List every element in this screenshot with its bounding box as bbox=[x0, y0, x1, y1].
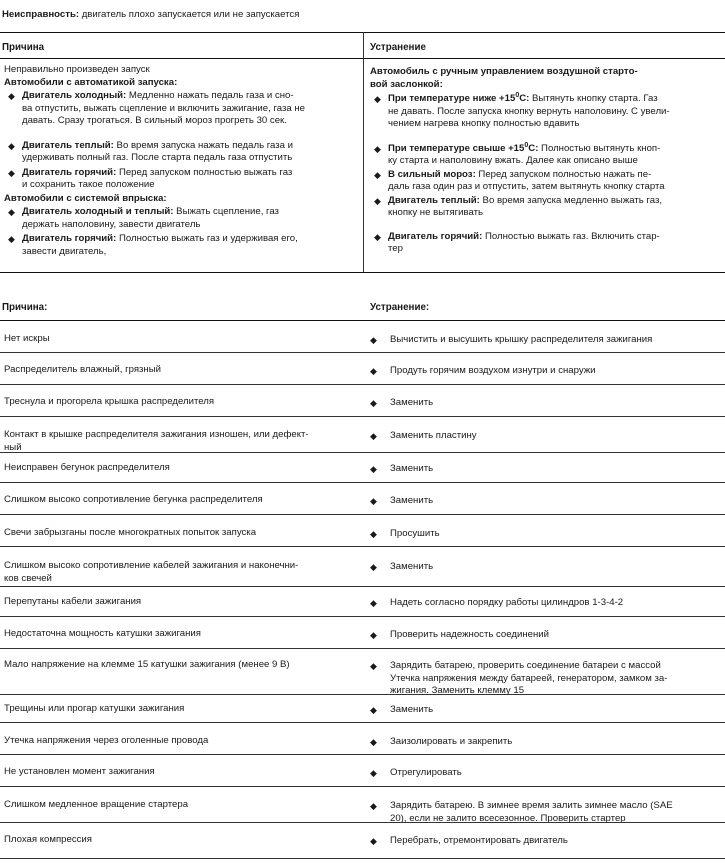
row-divider bbox=[0, 452, 725, 453]
table-row-cause bbox=[4, 735, 354, 748]
bullet-icon: ◆ bbox=[370, 661, 377, 671]
cause-text: Утечка напряжения через оголенные провода bbox=[4, 735, 209, 746]
fix-text: Заменить bbox=[390, 561, 434, 572]
bullet-icon: ◆ bbox=[370, 705, 377, 715]
fix-text: Заменить bbox=[390, 463, 434, 474]
bullet-icon: ◆ bbox=[370, 836, 377, 846]
table-row-fix bbox=[370, 495, 722, 508]
table-row-cause bbox=[4, 628, 354, 641]
table1-fix-cell: Автомобиль с ручным управлением воздушной стартo- вой заслонкой: ◆ При температуре ниже $+15^0С$: Вытянуть кнопку старта. Газ не давать. После запуска кнопку вернуть наполовину. С увели- чением нагрева кнопку полностью вдавить ◆ При температуре свыше $+15^0С$: Полностью вытянуть кноп- ку старта и наполовину вжать. Далее как описано выше ◆ В сильный мороз: Перед запуском полностью нажать пе- даль газа один раз и отпустить, затем вытянуть кнопку старта ◆ Двигатель теплый: Во время запуска медленно выжать газ, кнопку не вытягивать ◆ Двигатель горячий: Полностью выжать газ. Включить стар- тер bbox=[370, 66, 722, 256]
cause-text: Треснула и прогорела крышка распределителя bbox=[4, 396, 215, 407]
cause-text: Неисправен бегунок распределителя bbox=[4, 462, 170, 473]
fix-text: Зарядить батарею. В зимнее время залить зимнее масло (SAE bbox=[390, 800, 673, 811]
cause-item: ◆ Двигатель горячий: Перед запуском полностью выжать газ и сохранить такое положение bbox=[8, 166, 293, 190]
table-row-cause bbox=[4, 527, 354, 540]
fault-heading bbox=[2, 9, 722, 22]
table1-cause-cell bbox=[4, 64, 359, 258]
row-divider bbox=[0, 694, 725, 695]
cause-text: Распределитель влажный, грязный bbox=[4, 364, 161, 375]
bullet-icon: ◆ bbox=[374, 143, 381, 154]
table-row-fix bbox=[370, 561, 722, 574]
table-row-fix bbox=[370, 430, 722, 443]
row-divider bbox=[0, 616, 725, 617]
table1-head-cause: Причина bbox=[2, 42, 45, 53]
bullet-icon: ◆ bbox=[8, 207, 15, 217]
fix-text: Продуть горячим воздухом изнутри и снаружи bbox=[390, 365, 596, 376]
table-row-cause bbox=[4, 494, 354, 507]
fix-text: Заменить bbox=[390, 495, 434, 506]
bullet-icon: ◆ bbox=[370, 366, 377, 376]
table-row-cause bbox=[4, 703, 354, 716]
cause-text: Слишком высоко сопротивление кабелей зажигания и наконечни- bbox=[4, 560, 299, 571]
fix-text: жигания. Заменить клемму 15 bbox=[390, 685, 525, 696]
cause-text: Слишком высоко сопротивление бегунка распределителя bbox=[4, 494, 263, 505]
table-row-fix bbox=[370, 463, 722, 476]
cause-text: ный bbox=[4, 441, 22, 453]
cause-item: ◆ Двигатель теплый: Во время запуска нажать педаль газа и удерживать полный газ. После старта педаль газа отпустить bbox=[8, 139, 294, 163]
row-divider bbox=[0, 858, 725, 859]
divider bbox=[0, 320, 725, 321]
cause-item: ◆ Двигатель холодный и теплый: Выжать сцепление, газ держать наполовину, завести двигатель bbox=[8, 206, 279, 230]
bullet-icon: ◆ bbox=[374, 94, 381, 104]
row-divider bbox=[0, 648, 725, 649]
fault-text: двигатель плохо запускается или не запускается bbox=[79, 9, 300, 20]
table-row-fix bbox=[370, 660, 722, 698]
column-divider bbox=[363, 32, 364, 272]
fix-item: ◆ В сильный мороз: Перед запуском полностью нажать пе- даль газа один раз и отпустить, затем вытянуть кнопку старта bbox=[374, 168, 665, 192]
row-divider bbox=[0, 384, 725, 385]
fix-text: Заменить пластину bbox=[390, 430, 477, 441]
cause-text: Нет искры bbox=[4, 333, 50, 344]
row-divider bbox=[0, 586, 725, 587]
table-row-fix bbox=[370, 704, 722, 717]
table2-head-cause: Причина: bbox=[2, 302, 48, 313]
fix-text: Заизолировать и закрепить bbox=[390, 736, 513, 747]
bullet-icon: ◆ bbox=[370, 630, 377, 640]
fix-item: ◆ При температуре ниже $+15^0С$: Вытянуть кнопку старта. Газ не давать. После запуска кнопку вернуть наполовину. С увели- чением нагрева кнопку полностью вдавить bbox=[374, 91, 670, 129]
bullet-icon: ◆ bbox=[370, 335, 377, 345]
cause-text: Контакт в крышке распределителя зажигания изношен, или дефект- bbox=[4, 429, 309, 440]
table-row-cause bbox=[4, 659, 354, 672]
table-row-fix bbox=[370, 334, 722, 347]
table-row-cause bbox=[4, 396, 354, 409]
bullet-icon: ◆ bbox=[374, 195, 381, 206]
bullet-icon: ◆ bbox=[370, 801, 377, 811]
bullet-icon: ◆ bbox=[370, 562, 377, 572]
cause-text: Плохая компрессия bbox=[4, 834, 92, 845]
fix-text: 20), если не залито всесезонное. Проверить стартер bbox=[390, 812, 626, 824]
table-row-cause bbox=[4, 560, 354, 585]
cause-text: Перепутаны кабели зажигания bbox=[4, 596, 142, 607]
fix-text: Вычистить и высушить крышку распределителя зажигания bbox=[390, 334, 653, 345]
cause-text: Не установлен момент зажигания bbox=[4, 766, 155, 777]
row-divider bbox=[0, 822, 725, 823]
table-row-cause bbox=[4, 364, 354, 377]
fix-text: Просушить bbox=[390, 528, 440, 539]
fix-text: Надеть согласно порядку работы цилиндров 1-3-4-2 bbox=[390, 597, 624, 608]
bullet-icon: ◆ bbox=[370, 529, 377, 539]
bullet-icon: ◆ bbox=[8, 91, 15, 101]
bullet-icon: ◆ bbox=[370, 496, 377, 506]
bullet-icon: ◆ bbox=[370, 431, 377, 441]
table-row-fix bbox=[370, 629, 722, 642]
table-row-fix bbox=[370, 397, 722, 410]
fix-text: Утечка напряжения между батареей, генератором, замком за- bbox=[390, 672, 668, 684]
row-divider bbox=[0, 546, 725, 547]
cause-text: Мало напряжение на клемме 15 катушки зажигания (менее 9 В) bbox=[4, 659, 290, 670]
table-row-fix bbox=[370, 835, 722, 848]
table-row-fix bbox=[370, 365, 722, 378]
row-divider bbox=[0, 514, 725, 515]
row-divider bbox=[0, 482, 725, 483]
fault-label: Неисправность: bbox=[2, 9, 80, 20]
divider bbox=[0, 272, 725, 273]
table1-head-fix: Устранение bbox=[370, 42, 426, 53]
table-row-fix bbox=[370, 736, 722, 749]
table-row-cause bbox=[4, 333, 354, 346]
row-divider bbox=[0, 352, 725, 353]
fix-text: Заменить bbox=[390, 704, 434, 715]
row-divider bbox=[0, 786, 725, 787]
cause-item: ◆ Двигатель холодный: Медленно нажать педаль газа и сно- ва отпустить, выжать сцепление и включить зажигание, газа не давать. Сразу трогаться. В сильный мороз прогреть 30 сек. bbox=[8, 90, 305, 126]
cause-text: Недостаточна мощность катушки зажигания bbox=[4, 628, 201, 639]
group-title-auto-start: Автомобили с автоматикой запуска: bbox=[4, 76, 178, 88]
group-title-injection: Автомобили с системой впрыска: bbox=[4, 192, 167, 204]
bullet-icon: ◆ bbox=[370, 598, 377, 608]
bullet-icon: ◆ bbox=[370, 464, 377, 474]
table2-head-fix: Устранение: bbox=[370, 302, 430, 313]
fix-item: ◆ При температуре свыше $+15^0С$: Полностью вытянуть кноп- ку старта и наполовину вжать. Далее как описано выше bbox=[374, 141, 661, 166]
cause-text: ков свечей bbox=[4, 572, 52, 584]
bullet-icon: ◆ bbox=[8, 167, 15, 178]
fix-text: Перебрать, отремонтировать двигатель bbox=[390, 835, 568, 846]
fix-item: ◆ Двигатель горячий: Полностью выжать газ. Включить стар- тер bbox=[374, 230, 660, 254]
fix-text: Отрегулировать bbox=[390, 767, 462, 778]
table-row-fix bbox=[370, 767, 722, 780]
fix-item: ◆ Двигатель теплый: Во время запуска медленно выжать газ, кнопку не вытягивать bbox=[374, 194, 663, 218]
bullet-icon: ◆ bbox=[374, 169, 381, 180]
row-divider bbox=[0, 416, 725, 417]
bullet-icon: ◆ bbox=[8, 140, 15, 151]
row-divider bbox=[0, 754, 725, 755]
row-divider bbox=[0, 722, 725, 723]
table-row-cause bbox=[4, 462, 354, 475]
table-row-cause bbox=[4, 429, 354, 454]
cause-intro: Неправильно произведен запуск bbox=[4, 64, 150, 75]
cause-text: Трещины или прогар катушки зажигания bbox=[4, 703, 185, 714]
cause-text: Слишком медленное вращение стартера bbox=[4, 799, 189, 810]
table-row-fix bbox=[370, 528, 722, 541]
table-row-cause bbox=[4, 596, 354, 609]
bullet-icon: ◆ bbox=[370, 768, 377, 778]
fix-text: Заменить bbox=[390, 397, 434, 408]
fix-text: Зарядить батарею, проверить соединение батареи с массой bbox=[390, 660, 661, 671]
bullet-icon: ◆ bbox=[370, 737, 377, 747]
table-row-cause bbox=[4, 799, 354, 812]
table-row-fix bbox=[370, 597, 722, 610]
cause-text: Свечи забрызганы после многократных попыток запуска bbox=[4, 527, 257, 538]
manual-choke-title: Автомобиль с ручным управлением воздушной стартo- bbox=[370, 66, 638, 77]
table-row-cause bbox=[4, 766, 354, 779]
bullet-icon: ◆ bbox=[8, 234, 15, 244]
table-row-cause bbox=[4, 834, 354, 847]
cause-item: ◆ Двигатель горячий: Полностью выжать газ и удерживая его, завести двигатель, bbox=[8, 233, 298, 257]
fix-text: Проверить надежность соединений bbox=[390, 629, 549, 640]
bullet-icon: ◆ bbox=[374, 231, 381, 242]
bullet-icon: ◆ bbox=[370, 398, 377, 408]
